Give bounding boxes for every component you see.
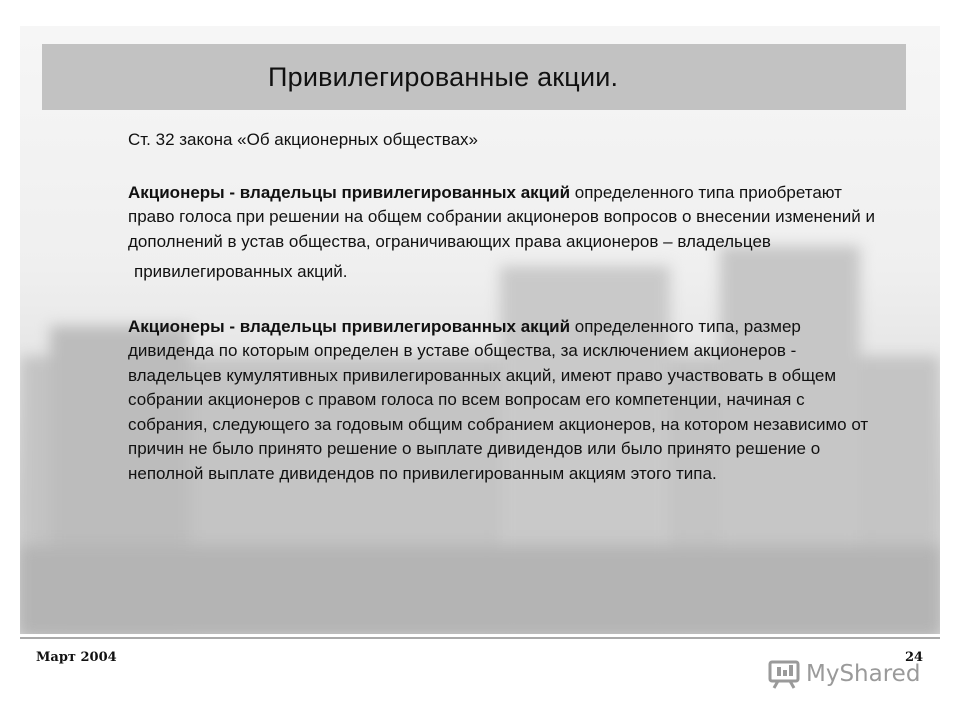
slide-content bbox=[128, 128, 888, 486]
paragraph-voting-rights bbox=[128, 181, 888, 255]
paragraph-text: определенного типа приобретают право голоса при решении на общем собрании акционеров вопросов о внесении изменений и дополнений в устав общества, ограничивающих права акционеров – владельцев bbox=[128, 182, 875, 251]
watermark-text: MyShared bbox=[806, 661, 921, 687]
slide-title: Привилегированные акции. bbox=[268, 62, 619, 92]
page-number: 24 bbox=[905, 650, 924, 665]
presentation-board-icon bbox=[768, 659, 800, 689]
paragraph-bold-lead: Акционеры - владельцы привилегированных акций bbox=[128, 182, 571, 202]
paragraph-text: определенного типа, размер дивиденда по которым определен в уставе общества, за исключением акционеров - владельцев кумулятивных привилегированных акций, имеют право участвовать в общем собрании акционеров с правом голоса по всем вопросам его компетенции, начиная с собрания, следующего за годовым общим собранием акционеров, на котором независимо от причин не было принято решение о выплате дивидендов или было принято решение о неполной выплате дивидендов по привилегированным акциям этого типа. bbox=[128, 316, 869, 483]
footer-date: Март 2004 bbox=[36, 650, 117, 665]
paragraph-bold-lead: Акционеры - владельцы привилегированных акций bbox=[128, 316, 571, 336]
watermark bbox=[768, 654, 920, 694]
paragraph-dividend-rights bbox=[128, 315, 888, 487]
law-reference: Ст. 32 закона «Об акционерных обществах» bbox=[128, 130, 478, 149]
paragraph-tail: привилегированных акций. bbox=[134, 262, 348, 281]
footer-divider bbox=[20, 637, 940, 639]
background-building bbox=[20, 546, 940, 634]
